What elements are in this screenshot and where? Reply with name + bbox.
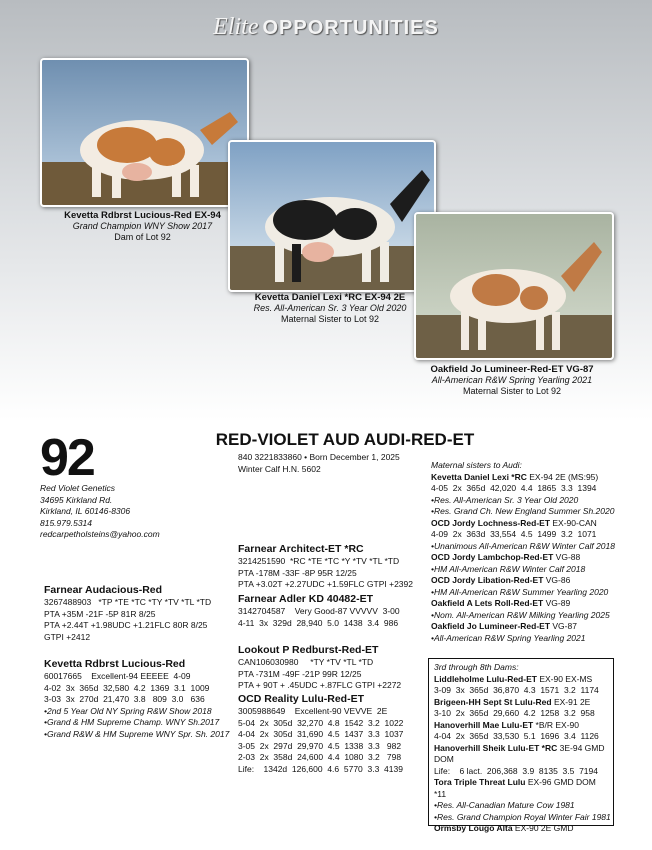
- dams-dam-line: 3005988649 Excellent-90 VEVVE 2E: [238, 706, 388, 716]
- dams-sire-block: [238, 644, 401, 692]
- caption-lumineer-relation: Maternal Sister to Lot 92: [462, 386, 562, 396]
- consignor-email[interactable]: redcarpetholsteins@yahoo.com: [40, 529, 160, 539]
- sires-sire-name: Farnear Architect-ET *RC: [238, 543, 364, 555]
- banner-elite: Elite: [213, 14, 259, 40]
- cow-silhouette: [42, 60, 247, 205]
- entry-header: [431, 621, 631, 633]
- dams-sire-line: CAN106030980 *TY *TV *TL *TD: [238, 657, 374, 667]
- photo-dam: [40, 58, 249, 207]
- photo-lexi: [228, 140, 436, 292]
- entry-score: EX-90-CAN: [550, 517, 597, 528]
- entry-score: VG-86: [543, 575, 571, 585]
- sire-line: 3267488903 *TP *TE *TC *TY *TV *TL *TD: [44, 597, 212, 607]
- entry-line: 4-09 2x 363d 33,554 4.5 1499 3.2 1071: [431, 529, 597, 539]
- entry-score: 3E-94 GMD DOM: [434, 742, 605, 764]
- dams-sire-line: PTA -731M -49F -21P 99R 12/25: [238, 668, 362, 679]
- caption-dam-relation: Dam of Lot 92: [114, 232, 171, 242]
- entry-line: •HM All-American R&W Summer Yearling 2020: [431, 586, 609, 597]
- maternal-list: [431, 472, 631, 645]
- entry-line: 3-10 2x 365d 29,660 4.2 1258 3.2 958: [434, 708, 595, 718]
- consignor-block: [40, 483, 160, 541]
- photo-lumineer: [414, 212, 614, 360]
- dams-sire-line: PTA + 90T + .45UDC +.87FLC GTPI +2272: [238, 680, 402, 690]
- dams-dam-block: [238, 693, 403, 775]
- dams-dam-name: OCD Reality Lulu-Red-ET: [238, 693, 365, 705]
- entry-header: [431, 575, 631, 587]
- caption-lexi: [228, 292, 432, 325]
- sires-sire-line: PTA -178M -33F -8P 95R 12/25: [238, 567, 357, 578]
- entry-line: •HM All-American R&W Winter Calf 2018: [431, 563, 586, 574]
- caption-dam-name: Kevetta Rdbrst Lucious-Red EX-94: [64, 210, 221, 221]
- entry-line: •Unanimous All-American R&W Winter Calf 2018: [431, 540, 615, 551]
- entry-score: VG-88: [553, 552, 581, 562]
- caption-lumineer-award: All-American R&W Spring Yearling 2021: [431, 375, 593, 385]
- entry-name: Oakfield A Lets Roll-Red-ET: [431, 598, 544, 608]
- entry-header: [434, 674, 608, 686]
- entry-name: Liddleholme Lulu-Red-ET: [434, 673, 537, 684]
- entry-score: VG-87: [550, 621, 577, 631]
- entry-header: [431, 472, 631, 484]
- entry-header: [434, 743, 608, 766]
- entry-line: 4-05 2x 365d 42,020 4.4 1865 3.3 1394: [431, 483, 597, 493]
- entry-header: [434, 823, 608, 835]
- entry-line: •Nom. All-American R&W Milking Yearling 2025: [431, 609, 610, 620]
- sires-dam-line: 3142704587 Very Good-87 VVVVV 3-00: [238, 606, 400, 616]
- sires-sire-line: PTA +3.02T +2.27UDC +1.59FLC GTPI +2392: [238, 579, 413, 589]
- dam-name: Kevetta Rdbrst Lucious-Red: [44, 658, 186, 670]
- lot-reg-line: 840 3221833860 • Born December 1, 2025: [238, 452, 400, 462]
- caption-dam: [40, 210, 245, 243]
- dams-sire-name: Lookout P Redburst-Red-ET: [238, 644, 379, 656]
- caption-lexi-award: Res. All-American Sr. 3 Year Old 2020: [253, 303, 407, 313]
- ancestor-dams-box: [428, 658, 614, 833]
- cow-silhouette-3: [416, 214, 612, 358]
- entry-header: [431, 552, 631, 564]
- entry-header: [431, 518, 631, 530]
- sire-block: [44, 584, 211, 643]
- entry-name: Tora Triple Threat Lulu: [434, 777, 526, 787]
- caption-dam-award: Grand Champion WNY Show 2017: [72, 221, 213, 231]
- lot-class-line: Winter Calf H.N. 5602: [238, 463, 321, 474]
- sires-dam-line: 4-11 3x 329d 28,940 5.0 1438 3.4 986: [238, 617, 399, 628]
- entry-score: EX-90 2E GMD: [512, 823, 574, 833]
- lot-title: RED-VIOLET AUD AUDI-RED-ET: [215, 430, 475, 449]
- entry-line: 4-04 2x 365d 33,530 5.1 1696 3.4 1126: [434, 731, 599, 741]
- entry-name: Ormsby Lougo Alta: [434, 823, 513, 833]
- entry-name: Kevetta Daniel Lexi *RC: [431, 471, 527, 482]
- cow-silhouette-2: [230, 142, 434, 290]
- entry-line: •Res. Grand Champion Royal Winter Fair 1981: [434, 811, 611, 822]
- dam-note: •2nd 5 Year Old NY Spring R&W Show 2018: [44, 705, 212, 716]
- caption-lumineer: [414, 364, 610, 397]
- entry-line: •All-American R&W Spring Yearling 2021: [431, 632, 586, 643]
- dams-box-heading: 3rd through 8th Dams:: [434, 662, 519, 672]
- sire-line: PTA +35M -21F -5P 81R 8/25: [44, 608, 156, 619]
- entry-name: OCD Jordy Libation-Red-ET: [431, 575, 544, 585]
- entry-line: Life: 6 lact. 206,368 3.9 8135 3.5 7194: [434, 765, 598, 776]
- maternal-sisters: [431, 460, 631, 644]
- consignor-phone: 815.979.5314: [40, 517, 92, 528]
- entry-score: VG-89: [543, 598, 571, 608]
- entry-name: Hanoverhill Mae Lulu-ET: [434, 719, 534, 730]
- sire-name: Farnear Audacious-Red: [44, 584, 163, 596]
- entry-score: EX-90 EX-MS: [536, 673, 593, 684]
- maternal-heading: Maternal sisters to Audi:: [431, 460, 522, 470]
- sire-line: GTPI +2412: [44, 631, 91, 642]
- dam-line: 60017665 Excellent-94 EEEEE 4-09: [44, 671, 191, 681]
- entry-line: 3-09 3x 365d 36,870 4.3 1571 3.2 1174: [434, 685, 599, 695]
- entry-header: [434, 777, 608, 800]
- consignor-address: 34695 Kirkland Rd.: [40, 494, 113, 505]
- consignor-city: Kirkland, IL 60146-8306: [40, 506, 131, 516]
- entry-header: [431, 598, 631, 610]
- dams-dam-line: 5-04 2x 305d 32,270 4.8 1542 3.2 1022: [238, 717, 404, 728]
- entry-line: •Res. Grand Ch. New England Summer Sh.2020: [431, 506, 615, 516]
- entry-line: •Res. All-Canadian Mature Cow 1981: [434, 800, 575, 810]
- caption-lexi-name: Kevetta Daniel Lexi *RC EX-94 2E: [254, 292, 406, 303]
- dam-note: •Grand & HM Supreme Champ. WNY Sh.2017: [44, 717, 220, 727]
- consignor-name: Red Violet Genetics: [40, 483, 115, 493]
- entry-score: EX-91 2E: [551, 696, 591, 707]
- elite-opportunities-banner: [0, 14, 652, 41]
- entry-header: [434, 720, 608, 732]
- sires-dam-name: Farnear Adler KD 40482-ET: [238, 593, 373, 605]
- dams-dam-line: Life: 1342d 126,600 4.6 5770 3.3 4139: [238, 763, 403, 774]
- entry-name: OCD Jordy Lochness-Red-ET: [431, 517, 551, 528]
- dam-line: 3-03 3x 270d 21,470 3.8 809 3.0 636: [44, 694, 205, 704]
- dams-dam-line: 4-04 2x 305d 31,690 4.5 1437 3.3 1037: [238, 729, 404, 739]
- lot-registration: [238, 452, 400, 475]
- dam-block: [44, 658, 229, 740]
- entry-score: *B/R EX-90: [533, 719, 580, 730]
- dams-box-list: [434, 673, 611, 835]
- entry-score: EX-96 GMD DOM *11: [434, 777, 596, 799]
- sires-sire-line: 3214251590 *RC *TE *TC *Y *TV *TL *TD: [238, 556, 400, 566]
- entry-score: EX-94 2E (MS:95): [526, 471, 599, 482]
- dams-dam-line: 3-05 2x 297d 29,970 4.5 1338 3.3 982: [238, 740, 402, 751]
- sire-line: PTA +2.44T +1.98UDC +1.21FLC 80R 8/25: [44, 620, 208, 630]
- entry-name: Hanoverhill Sheik Lulu-ET *RC: [434, 742, 558, 753]
- entry-header: [434, 697, 608, 709]
- dams-dam-line: 2-03 2x 358d 24,600 4.4 1080 3.2 798: [238, 752, 402, 762]
- dam-line: 4-02 3x 365d 32,580 4.2 1369 3.1 1009: [44, 682, 210, 693]
- lot-number: 92: [40, 429, 94, 487]
- banner-opportunities: OPPORTUNITIES: [262, 17, 439, 39]
- sires-dam-block: [238, 593, 400, 629]
- entry-name: Oakfield Jo Lumineer-Red-ET: [431, 621, 551, 631]
- sires-sire-block: [238, 543, 413, 591]
- caption-lumineer-name: Oakfield Jo Lumineer-Red-ET VG-87: [430, 364, 594, 375]
- entry-name: Brigeen-HH Sept St Lulu-Red: [434, 696, 552, 707]
- entry-name: OCD Jordy Lambchop-Red-ET: [431, 552, 554, 562]
- caption-lexi-relation: Maternal Sister to Lot 92: [280, 314, 380, 324]
- dam-note: •Grand R&W & HM Supreme WNY Spr. Sh. 2017: [44, 728, 230, 739]
- entry-line: •Res. All-American Sr. 3 Year Old 2020: [431, 494, 579, 505]
